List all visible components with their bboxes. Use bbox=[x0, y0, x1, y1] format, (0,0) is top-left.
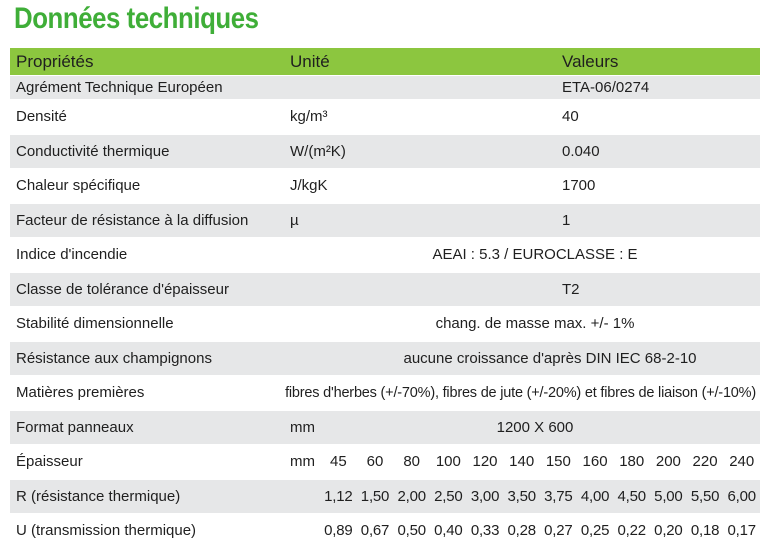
resistance-value: 4,50 bbox=[617, 487, 646, 505]
row-value: aucune croissance d'après DIN IEC 68-2-10 bbox=[403, 349, 697, 367]
transmission-value: 0,28 bbox=[507, 522, 536, 540]
row-property: Classe de tolérance d'épaisseur bbox=[16, 280, 229, 298]
header-values: Valeurs bbox=[562, 51, 619, 71]
resistance-value: 3,50 bbox=[507, 487, 536, 505]
thickness-value: 80 bbox=[403, 453, 421, 471]
row-property: R (résistance thermique) bbox=[16, 487, 181, 505]
resistance-value: 4,00 bbox=[580, 487, 610, 505]
transmission-value: 0,50 bbox=[397, 522, 426, 540]
table-row bbox=[10, 341, 760, 376]
transmission-value: 0,25 bbox=[580, 522, 610, 540]
resistance-value: 5,00 bbox=[654, 487, 683, 505]
row-unit: W/(m²K) bbox=[290, 142, 346, 160]
row-property: Indice d'incendie bbox=[16, 246, 128, 264]
transmission-value: 0,33 bbox=[470, 522, 500, 540]
table-row bbox=[10, 99, 760, 134]
table-row bbox=[10, 203, 760, 238]
row-value: chang. de masse max. +/- 1% bbox=[435, 315, 635, 333]
row-value: 1200 X 600 bbox=[496, 418, 574, 436]
table-row bbox=[10, 272, 760, 307]
table-header bbox=[10, 48, 760, 75]
transmission-value: 0,20 bbox=[654, 522, 683, 540]
transmission-values bbox=[320, 514, 760, 548]
thickness-value: 150 bbox=[545, 453, 571, 471]
resistance-value: 3,75 bbox=[544, 487, 573, 505]
row-unit: mm bbox=[290, 453, 315, 471]
row-property: Agrément Technique Européen bbox=[16, 79, 223, 96]
thickness-value: 60 bbox=[366, 453, 384, 471]
row-unit: J/kgK bbox=[290, 177, 328, 195]
row-property: Résistance aux champignons bbox=[16, 349, 212, 367]
row-property: Matières premières bbox=[16, 384, 145, 402]
transmission-row bbox=[10, 513, 760, 548]
resistance-value: 2,50 bbox=[434, 487, 463, 505]
row-property: Densité bbox=[16, 108, 67, 126]
resistance-value: 1,50 bbox=[360, 487, 390, 505]
transmission-value: 0,17 bbox=[727, 522, 756, 540]
resistance-value: 6,00 bbox=[727, 487, 756, 505]
row-value: 0.040 bbox=[562, 142, 600, 160]
thickness-value: 140 bbox=[509, 453, 535, 471]
row-property: Conductivité thermique bbox=[16, 142, 170, 160]
resistance-value: 1,12 bbox=[324, 487, 353, 505]
transmission-value: 0,22 bbox=[617, 522, 646, 540]
row-unit: kg/m³ bbox=[290, 108, 328, 126]
thickness-value: 200 bbox=[655, 453, 681, 471]
transmission-value: 0,40 bbox=[434, 522, 463, 540]
row-property: Stabilité dimensionnelle bbox=[16, 315, 174, 333]
resistance-row bbox=[10, 479, 760, 514]
transmission-value: 0,89 bbox=[324, 522, 353, 540]
row-value: AEAI : 5.3 / EUROCLASSE : E bbox=[432, 246, 638, 264]
row-value: 1 bbox=[562, 211, 571, 229]
row-value: ETA-06/0274 bbox=[562, 79, 650, 96]
resistance-value: 3,00 bbox=[470, 487, 500, 505]
table-row bbox=[10, 306, 760, 341]
row-unit: mm bbox=[290, 418, 315, 436]
table-row bbox=[10, 134, 760, 169]
row-value: 1700 bbox=[562, 177, 596, 195]
row-property: Facteur de résistance à la diffusion bbox=[16, 211, 249, 229]
thickness-value: 240 bbox=[729, 453, 755, 471]
transmission-value: 0,67 bbox=[360, 522, 390, 540]
thickness-row bbox=[10, 444, 760, 479]
row-value: fibres d'herbes (+/-70%), fibres de jute (+/-20%) et fibres de liaison (+/-10%) bbox=[285, 384, 756, 401]
row-property: U (transmission thermique) bbox=[16, 522, 197, 540]
resistance-value: 2,00 bbox=[397, 487, 426, 505]
row-value: T2 bbox=[562, 280, 580, 298]
table-row bbox=[10, 410, 760, 445]
technical-data-table bbox=[10, 48, 760, 548]
row-property: Épaisseur bbox=[16, 453, 83, 471]
table-row bbox=[10, 168, 760, 203]
resistance-value: 5,50 bbox=[690, 487, 720, 505]
thickness-value: 100 bbox=[435, 453, 461, 471]
row-property: Chaleur spécifique bbox=[16, 177, 141, 195]
row-property: Format panneaux bbox=[16, 418, 134, 436]
row-unit: µ bbox=[290, 211, 299, 229]
thickness-value: 160 bbox=[582, 453, 608, 471]
header-properties: Propriétés bbox=[16, 51, 94, 71]
page-title: Données techniques bbox=[14, 2, 259, 35]
thickness-value: 180 bbox=[619, 453, 645, 471]
table-row bbox=[10, 375, 760, 410]
thickness-value: 45 bbox=[329, 453, 347, 471]
thickness-value: 120 bbox=[472, 453, 498, 471]
thickness-values bbox=[320, 445, 760, 479]
thickness-value: 220 bbox=[692, 453, 718, 471]
table-row bbox=[10, 237, 760, 272]
header-unit: Unité bbox=[290, 51, 330, 71]
transmission-value: 0,27 bbox=[544, 522, 573, 540]
transmission-value: 0,18 bbox=[690, 522, 720, 540]
table-row bbox=[10, 75, 760, 99]
resistance-values bbox=[320, 480, 760, 514]
row-value: 40 bbox=[562, 108, 579, 126]
